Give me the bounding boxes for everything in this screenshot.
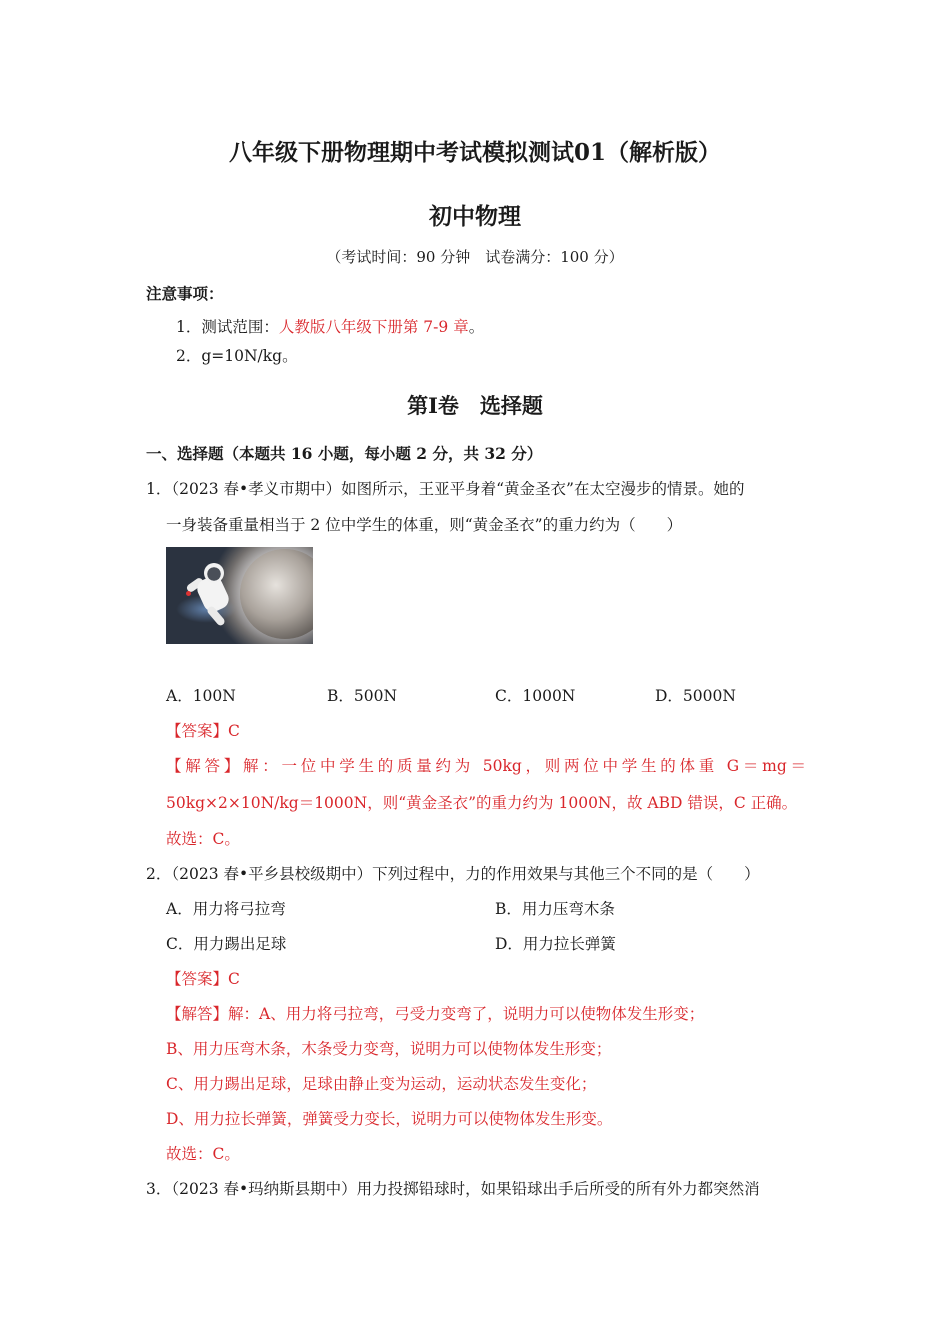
notice-item-2: 2．g=10N/kg。: [176, 347, 298, 365]
q1-conclusion: 故选：C。: [166, 830, 240, 848]
document-title: 八年级下册物理期中考试模拟测试01（解析版）: [228, 139, 721, 166]
q2-option-a: A．用力将弓拉弯: [166, 900, 286, 918]
q3-stem: 3．（2023 春•玛纳斯县期中）用力投掷铅球时，如果铅球出手后所受的所有外力都突然消: [146, 1180, 760, 1198]
part-heading: 一、选择题（本题共 16 小题，每小题 2 分，共 32 分）: [146, 444, 543, 463]
q1-answer: 【答案】C: [166, 722, 240, 740]
q2-option-d: D．用力拉长弹簧: [495, 935, 616, 953]
notice-item-1-scope: 人教版八年级下册第 7-9 章: [278, 318, 469, 336]
q2-explain-line3: C、用力踢出足球，足球由静止变为运动，运动状态发生变化；: [166, 1075, 597, 1093]
q2-answer: 【答案】C: [166, 970, 240, 988]
subject-title: 初中物理: [429, 203, 521, 230]
q1-option-b: B．500N: [327, 687, 398, 705]
q1-option-d: D．5000N: [655, 687, 736, 705]
planet-image: [240, 549, 313, 639]
section-title: 第Ⅰ卷 选择题: [407, 393, 543, 418]
q2-explain-line2: B、用力压弯木条，木条受力变弯，说明力可以使物体发生形变；: [166, 1040, 612, 1058]
astronaut-helmet: [204, 563, 224, 583]
q1-stem-line2: 一身装备重量相当于 2 位中学生的体重，则“黄金圣衣”的重力约为（ ）: [166, 516, 683, 534]
flag-patch: [186, 591, 191, 596]
notice-item-1-suffix: 。: [468, 318, 485, 336]
astronaut-photo: [166, 547, 313, 644]
q2-stem: 2．（2023 春•平乡县校级期中）下列过程中，力的作用效果与其他三个不同的是（ ）: [146, 865, 760, 883]
q2-conclusion: 故选：C。: [166, 1145, 240, 1163]
q2-option-c: C．用力踢出足球: [166, 935, 287, 953]
q1-explain-line1: 【解答】解：一位中学生的质量约为 50kg，则两位中学生的体重 G＝mg＝: [166, 757, 806, 775]
q2-option-b: B．用力压弯木条: [495, 900, 615, 918]
q2-explain-line1: 【解答】解：A、用力将弓拉弯，弓受力变弯了，说明力可以使物体发生形变；: [166, 1005, 705, 1023]
q1-option-a: A．100N: [166, 687, 236, 705]
q2-explain-line4: D、用力拉长弹簧，弹簧受力变长，说明力可以使物体发生形变。: [166, 1110, 613, 1128]
q1-option-c: C．1000N: [495, 687, 576, 705]
notice-label: 注意事项：: [146, 284, 224, 303]
notice-item-1-prefix: 1．测试范围：: [176, 318, 279, 336]
q1-stem-line1: 1．（2023 春•孝义市期中）如图所示，王亚平身着“黄金圣衣”在太空漫步的情景。她的: [146, 480, 745, 498]
q1-explain-line2: 50kg×2×10N/kg＝1000N，则“黄金圣衣”的重力约为 1000N，故 ABD 错误，C 正确。: [166, 794, 798, 812]
exam-info: （考试时间：90 分钟 试卷满分：100 分）: [326, 248, 624, 266]
notice-item-1: [176, 316, 484, 338]
